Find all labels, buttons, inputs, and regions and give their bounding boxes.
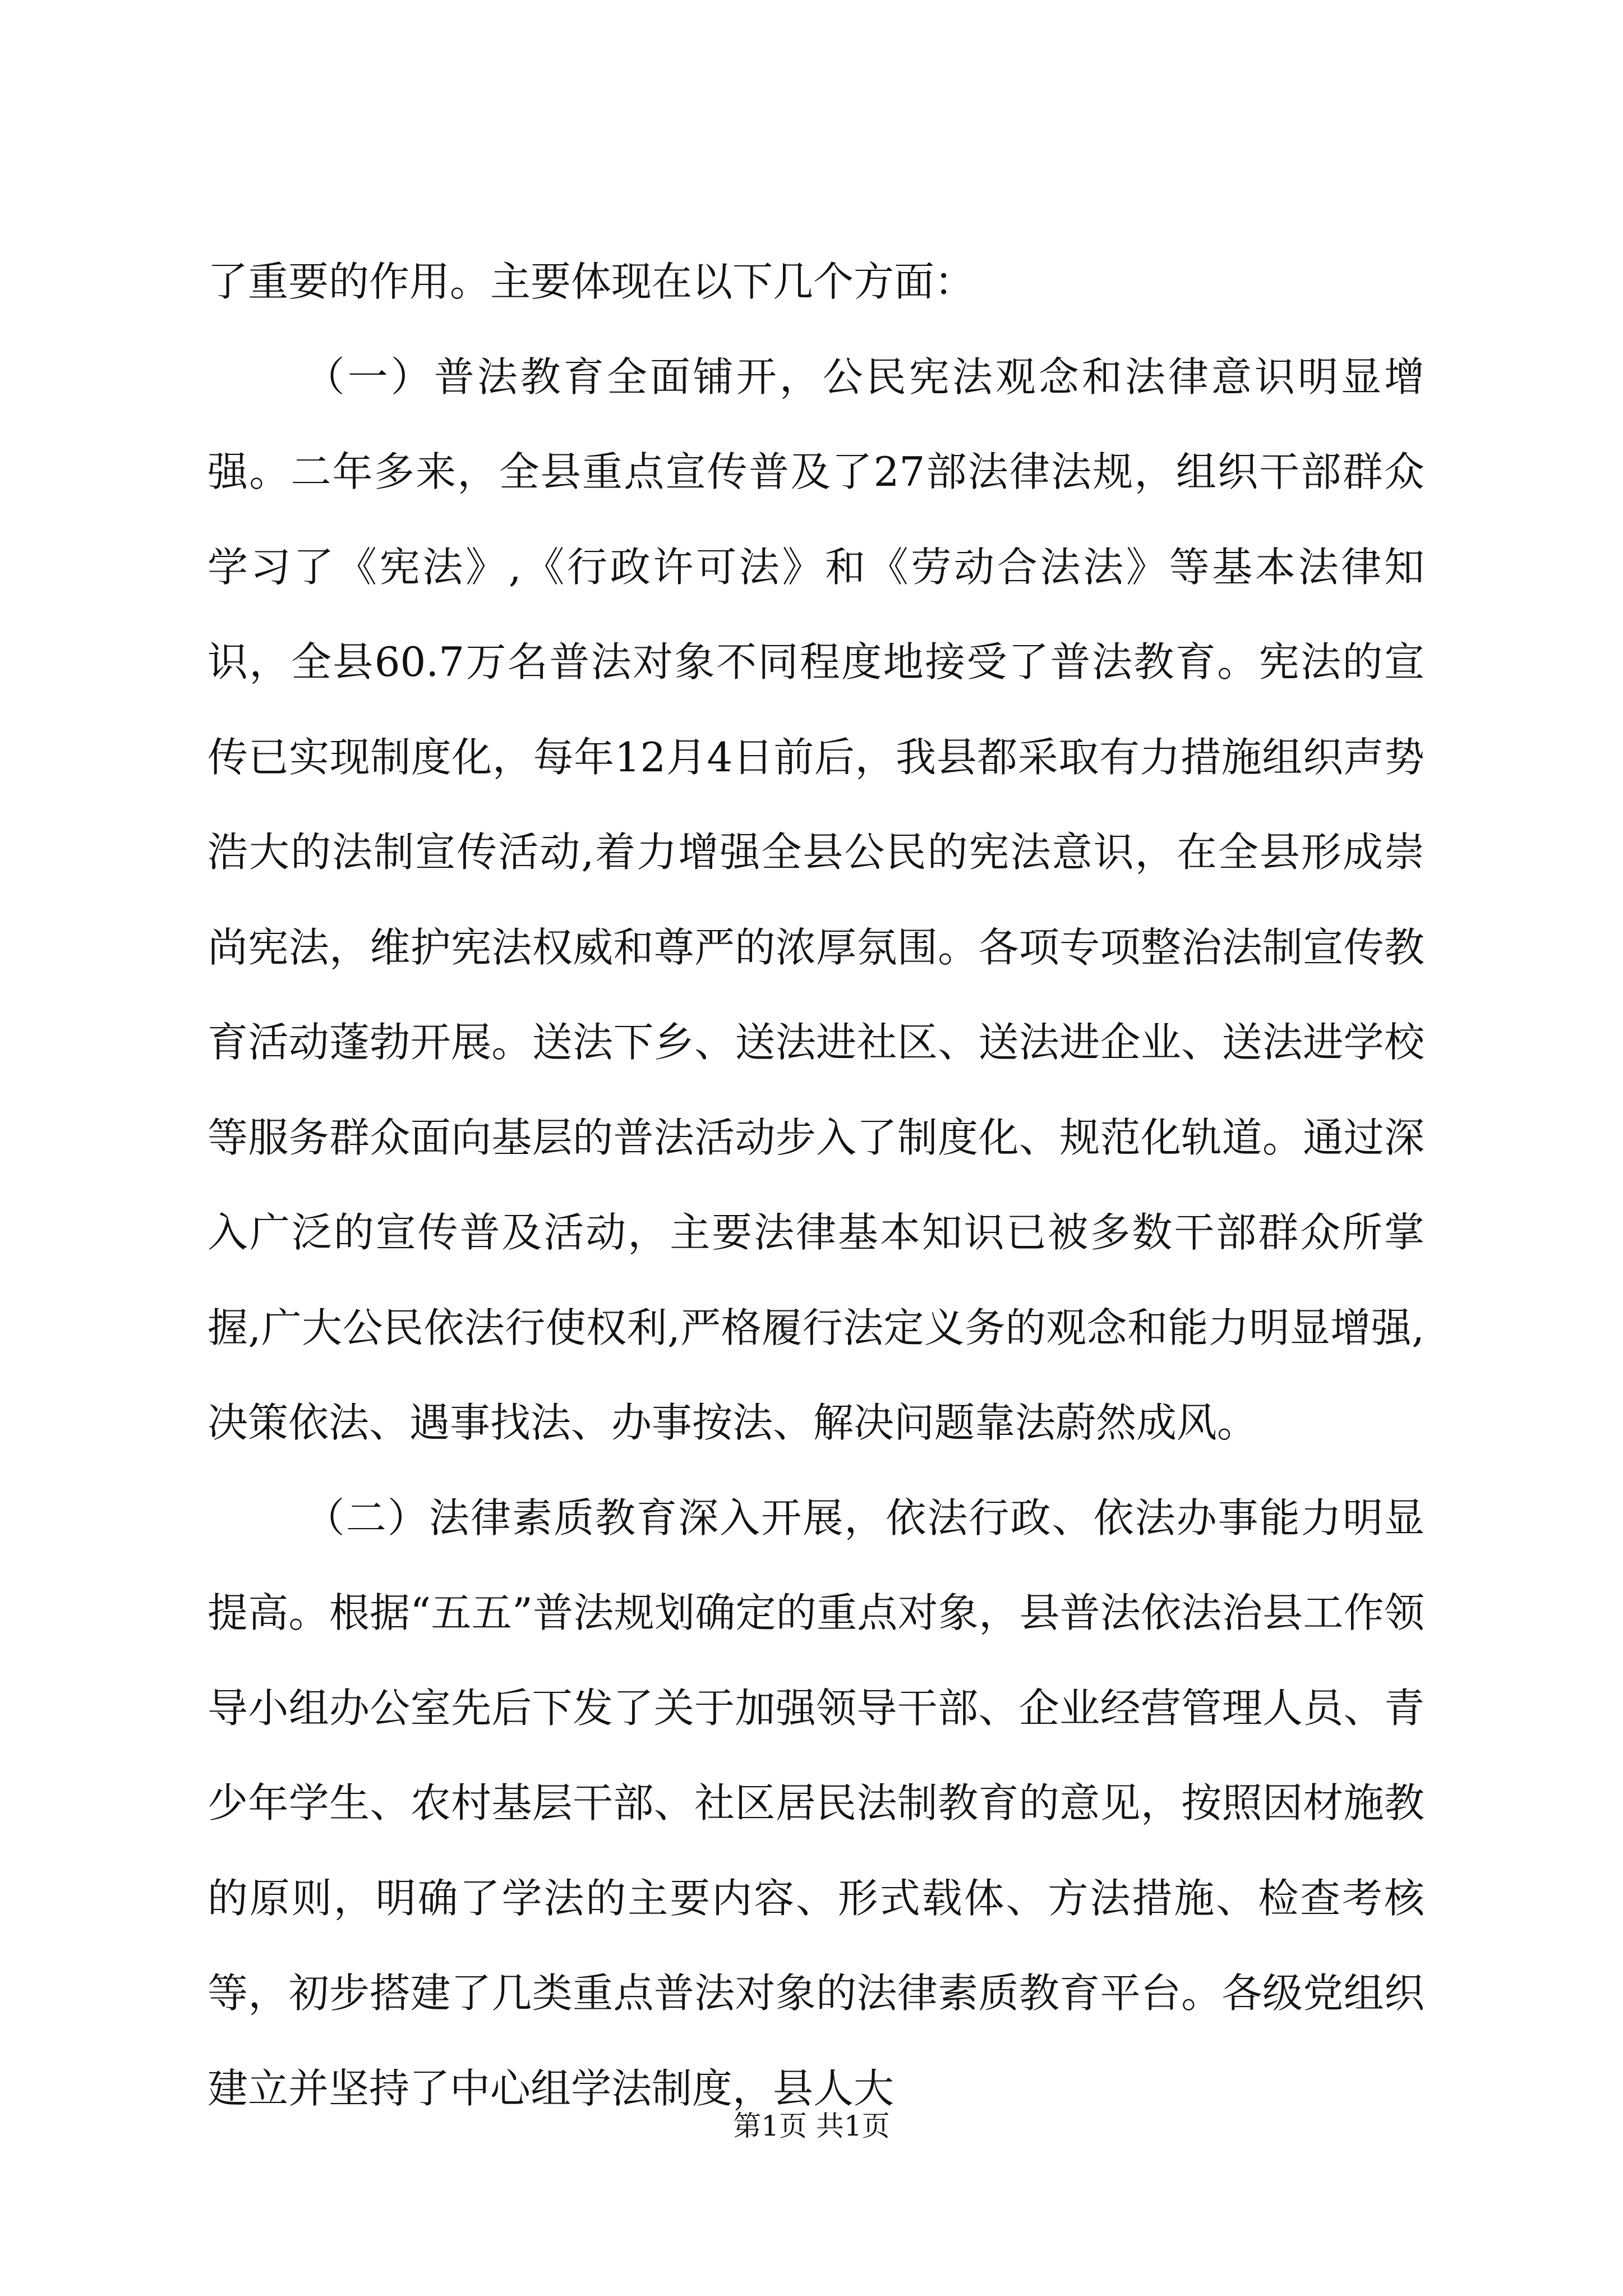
document-body bbox=[208, 234, 1424, 2136]
page-number-label: 第1页 共1页 bbox=[733, 2110, 890, 2142]
paragraph-continuation: 了重要的作用。主要体现在以下几个方面： bbox=[208, 258, 975, 305]
paragraph-section-one: （一）普法教育全面铺开，公民宪法观念和法律意识明显增强。二年多来，全县重点宣传普及了27部法律法规，组织干部群众学习了《宪法》,《行政许可法》和《劳动合法法》等基本法律知识，全县60.7万名普法对象不同程度地接受了普法教育。宪法的宣传已实现制度化，每年12月4日前后，我县都采取有力措施组织声势浩大的法制宣传活动,着力增强全县公民的宪法意识，在全县形成崇尚宪法，维护宪法权威和尊严的浓厚氛围。各项专项整治法制宣传教育活动蓬勃开展。送法下乡、送法进社区、送法进企业、送法进学校等服务群众面向基层的普法活动步入了制度化、规范化轨道。通过深入广泛的宣传普及活动，主要法律基本知识已被多数干部群众所掌握,广大公民依法行使权利,严格履行法定义务的观念和能力明显增强,决策依法、遇事找法、办事按法、解决问题靠法蔚然成风。 bbox=[208, 353, 1424, 1446]
paragraph-section-two: （二）法律素质教育深入开展，依法行政、依法办事能力明显提高。根据“五五”普法规划确定的重点对象，县普法依法治县工作领导小组办公室先后下发了关于加强领导干部、企业经营管理人员、青少年学生、农村基层干部、社区居民法制教育的意见，按照因材施教的原则，明确了学法的主要内容、形式载体、方法措施、检查考核等，初步搭建了几类重点普法对象的法律素质教育平台。各级党组织建立并坚持了中心组学法制度，县人大 bbox=[208, 1494, 1424, 2112]
page-footer bbox=[0, 2109, 1623, 2143]
